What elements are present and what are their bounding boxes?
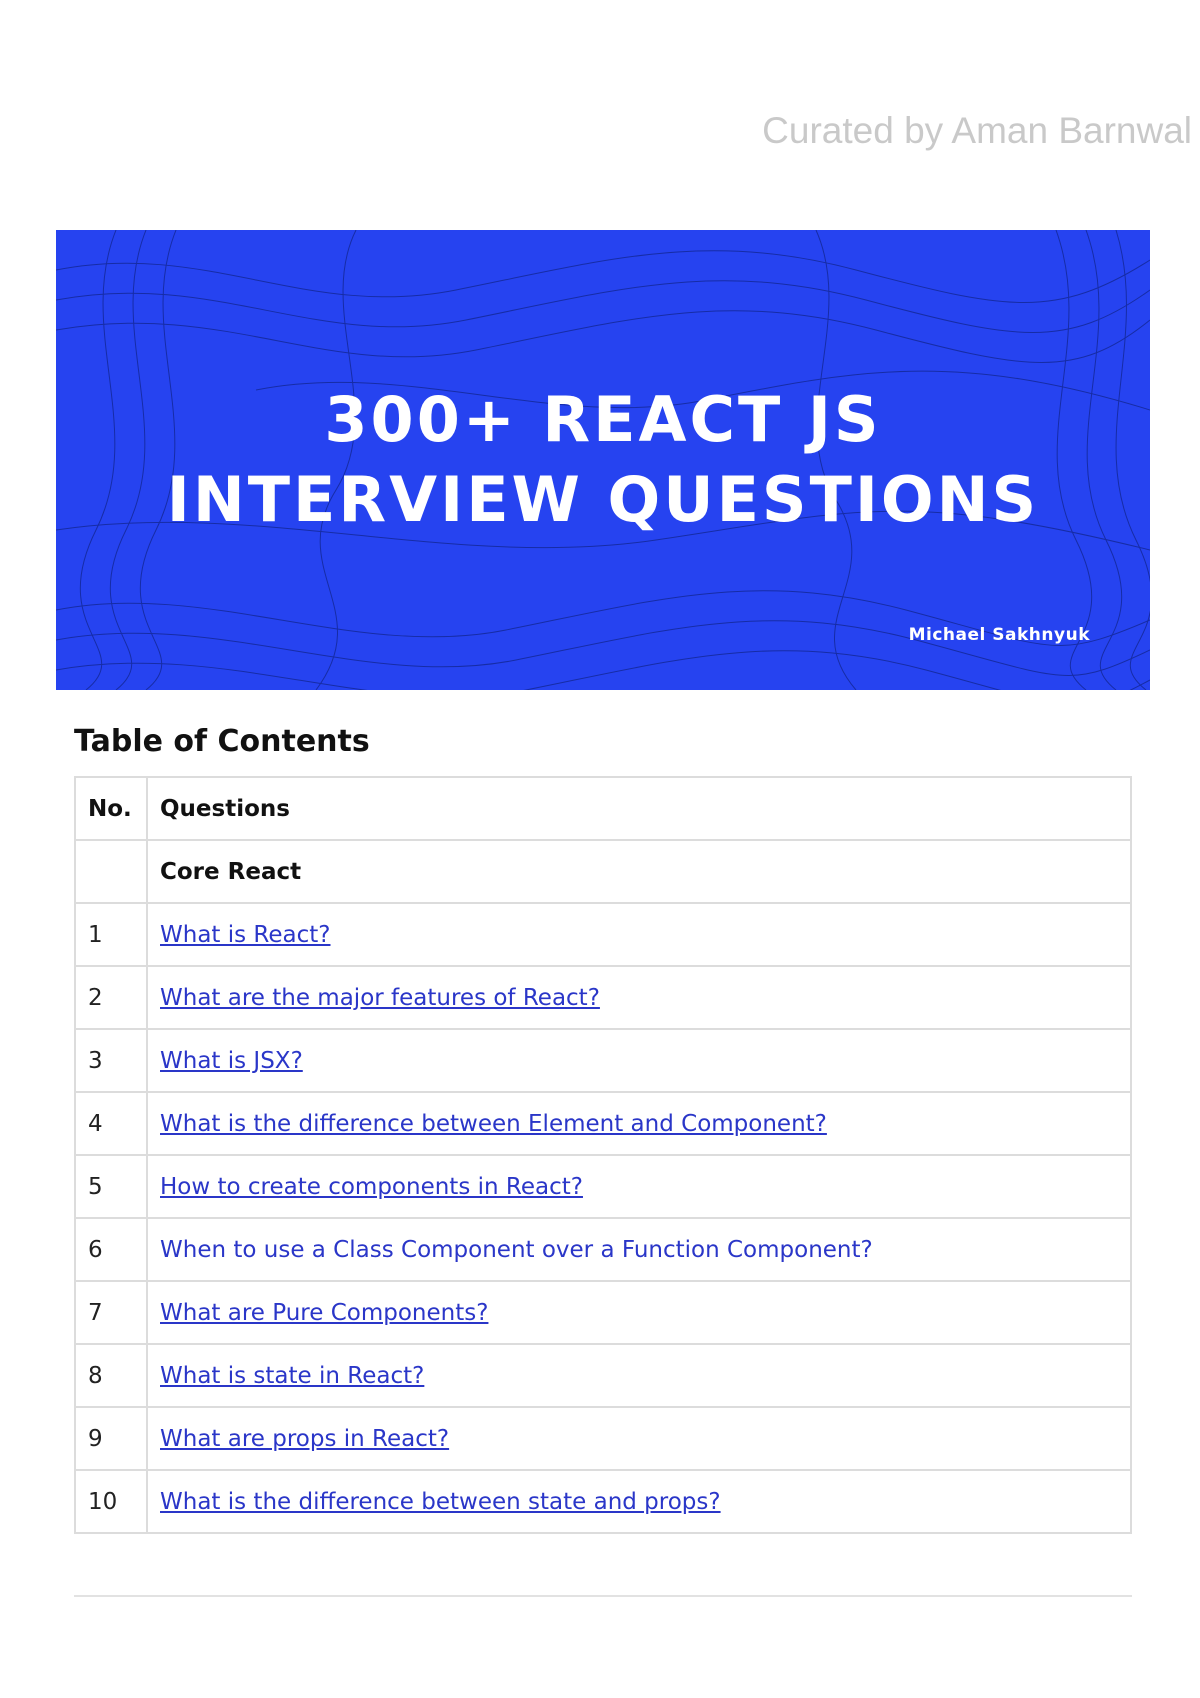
question-number: 1 xyxy=(75,903,147,966)
question-link[interactable]: How to create components in React? xyxy=(160,1173,583,1200)
column-header-no: No. xyxy=(75,777,147,840)
question-number: 5 xyxy=(75,1155,147,1218)
table-row xyxy=(75,903,1131,966)
question-cell xyxy=(147,1281,1131,1344)
banner-author: Michael Sakhnyuk xyxy=(908,625,1090,645)
question-number: 7 xyxy=(75,1281,147,1344)
table-row xyxy=(75,1407,1131,1470)
table-row xyxy=(75,1029,1131,1092)
banner-title-line-1: 300+ REACT JS xyxy=(324,383,882,456)
question-cell xyxy=(147,1407,1131,1470)
question-link[interactable]: What are Pure Components? xyxy=(160,1299,489,1326)
table-row xyxy=(75,1155,1131,1218)
question-link[interactable]: What is React? xyxy=(160,921,331,948)
toc-table xyxy=(74,776,1132,1534)
table-row xyxy=(75,1281,1131,1344)
section-title: Core React xyxy=(147,840,1131,903)
question-link[interactable]: What is the difference between Element and Component? xyxy=(160,1110,827,1137)
question-number: 10 xyxy=(75,1470,147,1533)
question-cell xyxy=(147,1155,1131,1218)
question-number: 4 xyxy=(75,1092,147,1155)
table-row xyxy=(75,966,1131,1029)
question-number: 9 xyxy=(75,1407,147,1470)
question-cell xyxy=(147,1218,1131,1281)
cover-banner xyxy=(56,230,1150,690)
question-cell xyxy=(147,966,1131,1029)
table-row xyxy=(75,1218,1131,1281)
table-row xyxy=(75,1092,1131,1155)
curated-by-watermark: Curated by Aman Barnwal xyxy=(762,110,1192,151)
section-number-cell xyxy=(75,840,147,903)
toc-section-row xyxy=(75,840,1131,903)
question-number: 3 xyxy=(75,1029,147,1092)
question-link[interactable]: What is the difference between state and props? xyxy=(160,1488,721,1515)
toc-heading: Table of Contents xyxy=(74,724,370,759)
column-header-questions: Questions xyxy=(147,777,1131,840)
question-cell xyxy=(147,1029,1131,1092)
table-row xyxy=(75,1344,1131,1407)
question-cell xyxy=(147,903,1131,966)
question-link[interactable]: What are the major features of React? xyxy=(160,984,600,1011)
question-text: When to use a Class Component over a Function Component? xyxy=(160,1236,873,1263)
toc-header-row xyxy=(75,777,1131,840)
banner-title-line-2: INTERVIEW QUESTIONS xyxy=(166,463,1040,536)
question-number: 6 xyxy=(75,1218,147,1281)
table-row xyxy=(75,1470,1131,1533)
question-cell xyxy=(147,1092,1131,1155)
question-number: 2 xyxy=(75,966,147,1029)
question-number: 8 xyxy=(75,1344,147,1407)
bottom-divider xyxy=(74,1595,1132,1597)
question-cell xyxy=(147,1470,1131,1533)
question-link[interactable]: What is JSX? xyxy=(160,1047,303,1074)
question-link[interactable]: What are props in React? xyxy=(160,1425,450,1452)
question-link[interactable]: What is state in React? xyxy=(160,1362,425,1389)
banner-title xyxy=(56,380,1150,540)
question-cell xyxy=(147,1344,1131,1407)
